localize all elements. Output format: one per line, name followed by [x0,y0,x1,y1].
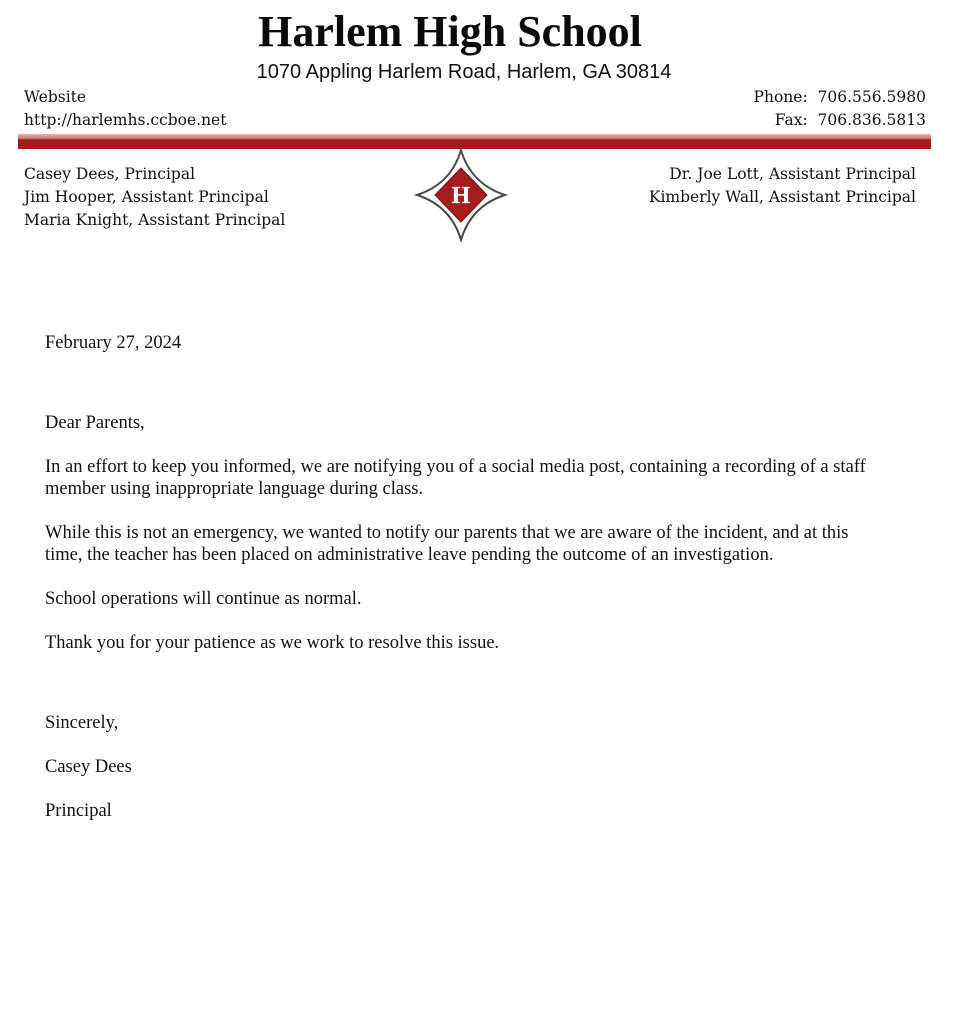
administrator-name: Jim Hooper, Assistant Principal [24,188,269,206]
salutation: Dear Parents, [45,413,145,433]
signer-name: Casey Dees [45,757,132,777]
administrator-name: Maria Knight, Assistant Principal [24,211,286,229]
administrator-name: Kimberly Wall, Assistant Principal [648,188,916,206]
closing: Sincerely, [45,713,119,733]
signer-title: Principal [45,801,112,821]
phone-fax-block [754,86,926,132]
phone-number: Phone: 706.556.5980 [753,88,926,106]
website-url[interactable]: http://harlemhs.ccboe.net [24,111,227,129]
body-paragraph: Thank you for your patience as we work to resolve this issue. [45,633,500,653]
logo-letter: H [451,183,471,209]
website-label: Website [24,88,87,106]
letter-date: February 27, 2024 [45,333,182,353]
administrators-left [24,163,285,232]
fax-number: Fax: 706.836.5813 [774,111,926,129]
body-paragraph: In an effort to keep you informed, we are notifying you of a social media post, containing a recording of a staff member using inappropriate language during class. [45,457,866,499]
website-block [24,86,226,132]
body-paragraph: While this is not an emergency, we wanted to notify our parents that we are aware of the incident, and at this time, the teacher has been placed on administrative leave pending the outcome of an investigation. [45,523,849,565]
letterhead-divider [18,134,931,149]
school-address: 1070 Appling Harlem Road, Harlem, GA 30814 [256,61,672,83]
school-name: Harlem High School [258,7,642,56]
school-logo-icon [413,148,509,242]
administrator-name: Dr. Joe Lott, Assistant Principal [669,165,916,183]
administrator-name: Casey Dees, Principal [24,165,196,183]
body-paragraph: School operations will continue as normal. [45,589,362,609]
administrators-right [649,163,916,209]
letter-body [45,332,885,822]
